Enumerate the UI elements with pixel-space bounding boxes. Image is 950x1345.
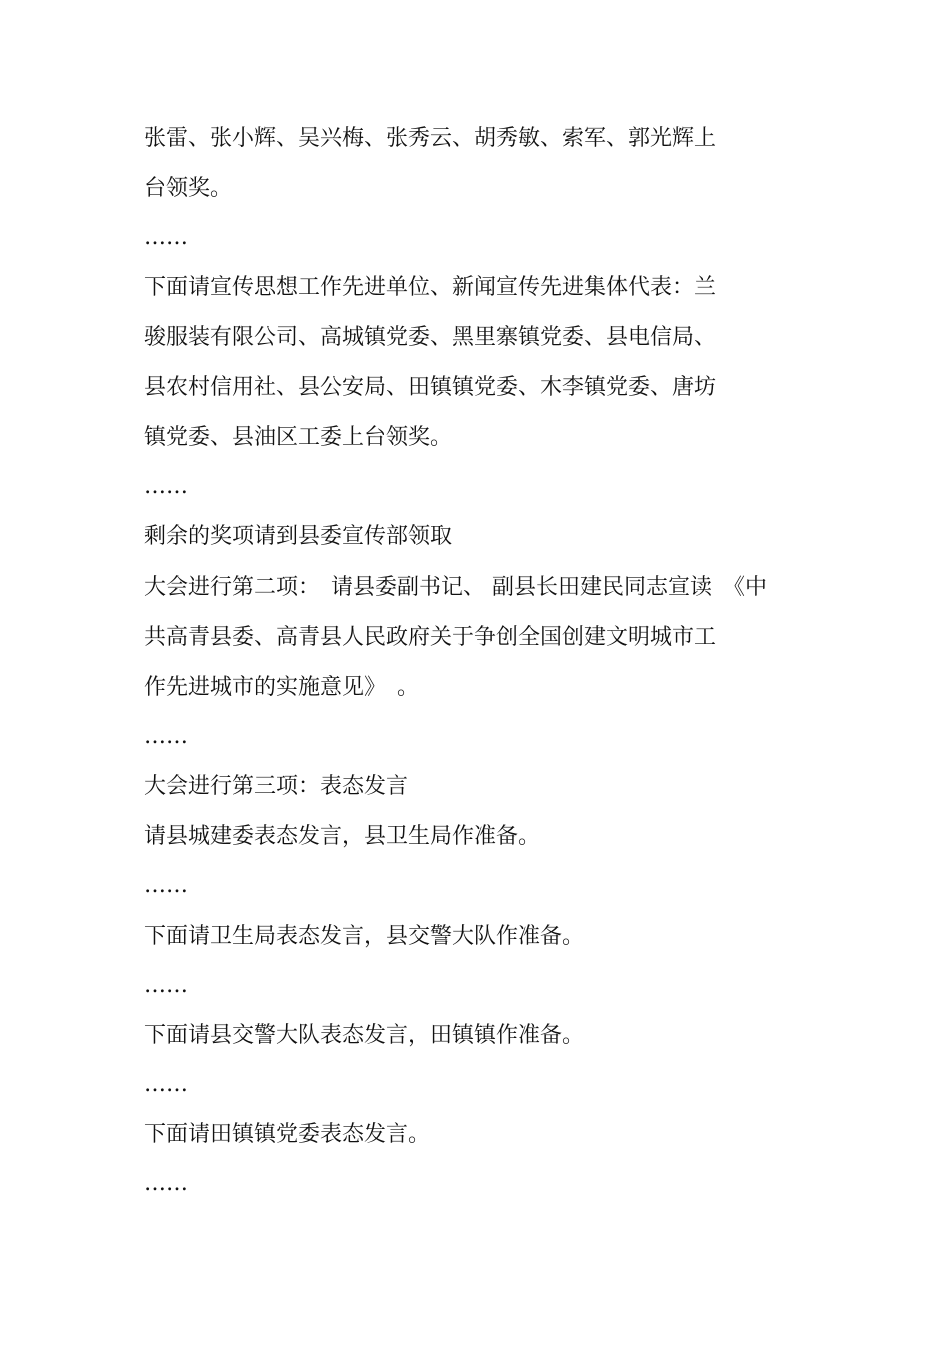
second-item-line-1: 大会进行第二项： 请县委副书记、 副县长田建民同志宣读 《中: [144, 575, 767, 600]
speech-1-line: 请县城建委表态发言，县卫生局作准备。: [144, 824, 541, 849]
ellipsis-4: ……: [144, 873, 188, 898]
speech-3-line: 下面请县交警大队表态发言，田镇镇作准备。: [144, 1023, 585, 1048]
speech-4-line: 下面请田镇镇党委表态发言。: [144, 1122, 431, 1147]
second-item-line-3: 作先进城市的实施意见》 。: [144, 675, 420, 700]
propaganda-award-line-2: 骏服装有限公司、高城镇党委、黑里寨镇党委、县电信局、: [144, 325, 717, 350]
ellipsis-6: ……: [144, 1072, 188, 1097]
remaining-awards-line: 剩余的奖项请到县委宣传部领取: [144, 524, 453, 549]
propaganda-award-line-4: 镇党委、县油区工委上台领奖。: [144, 425, 453, 450]
second-item-line-2: 共高青县委、高青县人民政府关于争创全国创建文明城市工: [144, 625, 717, 650]
ellipsis-7: ……: [144, 1171, 188, 1196]
speech-2-line: 下面请卫生局表态发言，县交警大队作准备。: [144, 924, 585, 949]
award-names-line-1: 张雷、张小辉、吴兴梅、张秀云、胡秀敏、索军、郭光辉上: [144, 126, 717, 151]
ellipsis-3: ……: [144, 724, 188, 749]
ellipsis-1: ……: [144, 225, 188, 250]
propaganda-award-line-3: 县农村信用社、县公安局、田镇镇党委、木李镇党委、唐坊: [144, 375, 717, 400]
ellipsis-5: ……: [144, 973, 188, 998]
propaganda-award-line-1: 下面请宣传思想工作先进单位、新闻宣传先进集体代表：兰: [144, 275, 717, 300]
award-names-line-2: 台领奖。: [144, 176, 233, 201]
third-item-heading: 大会进行第三项：表态发言: [144, 774, 409, 799]
ellipsis-2: ……: [144, 474, 188, 499]
